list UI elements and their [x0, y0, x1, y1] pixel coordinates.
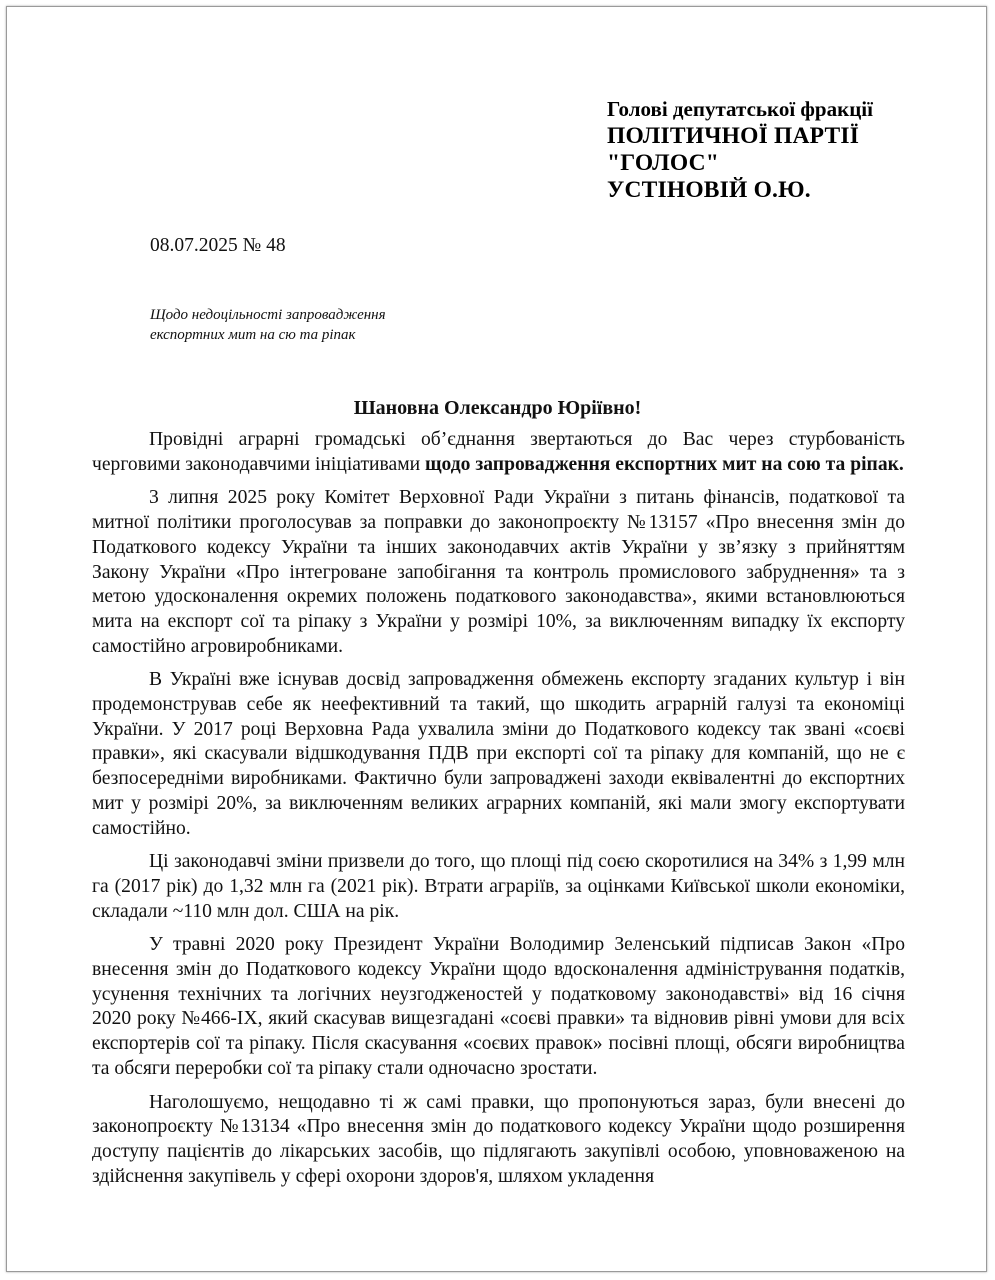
addressee-party: ПОЛІТИЧНОЇ ПАРТІЇ: [607, 123, 860, 149]
paragraph-5: У травні 2020 року Президент України Володимир Зеленський підписав Закон «Про внесення змін до Податкового кодексу України щодо вдосконалення адміністрування податків, усунення технічних та логічних неузгодженостей у податковому законодавстві» від 16 січня 2020 року №466-IX, який скасував вищезгадані «соєві правки» та відновив рівні умови для всіх експортерів сої та ріпаку. Після скасування «соєвих правок» посівні площі, обсяги виробництва та обсяги переробки сої та ріпаку стали одночасно зростати.: [92, 934, 905, 1079]
letter-reference: 08.07.2025 № 48: [150, 235, 286, 256]
paragraph-1-text: Провідні аграрні громадські об’єднання звертаються до Вас через стурбованість черговими законодавчими ініціативами: [92, 429, 905, 475]
addressee-party-name: "ГОЛОС": [607, 150, 720, 176]
letter-body: [92, 428, 905, 1198]
paragraph-3: В Україні вже існував досвід запровадження обмежень експорту згаданих культур і він продемонстрував себе як неефективний та такий, що шкодить аграрній галузі та економіці України. У 2017 році Верховна Рада ухвалила зміни до Податкового кодексу так звані «соєві правки», які скасували відшкодування ПДВ при експорті сої та ріпаку для компаній, що не є безпосередніми виробниками. Фактично були запроваджені заходи еквівалентні до експортних мит у розмірі 20%, за виключенням великих аграрних компаній, які мали змогу експортувати самостійно.: [92, 669, 905, 839]
addressee-block: [607, 96, 967, 204]
salutation: Шановна Олександро Юріївно!: [353, 397, 642, 419]
paragraph-2: 3 липня 2025 року Комітет Верховної Ради України з питань фінансів, податкової та митної політики проголосував за поправки до законопроєкту №13157 «Про внесення змін до Податкового кодексу України та інших законодавчих актів України у зв’язку з прийняттям Закону України «Про інтегроване запобігання та контроль промислового забруднення» та з метою удосконалення окремих положень податкового законодавства», якими встановлюються мита на експорт сої та ріпаку з України у розмірі 10%, за виключенням випадку їх експорту самостійно агровиробниками.: [92, 487, 905, 657]
paragraph-6: Наголошуємо, нещодавно ті ж самі правки, що пропонуються зараз, були внесені до законопроєкту №13134 «Про внесення змін до податкового кодексу України щодо розширення доступу пацієнтів до лікарських засобів, що підлягають закупівлі особою, уповноваженою на здійснення закупівель у сфері охорони здоров'я, шляхом укладення: [92, 1091, 905, 1187]
subject-line-2: експортних мит на сю та ріпак: [150, 327, 356, 343]
letter-subject: [150, 305, 386, 345]
addressee-name: УСТІНОВІЙ О.Ю.: [607, 177, 811, 203]
addressee-title: Голові депутатської фракції: [607, 97, 873, 121]
paragraph-4: Ці законодавчі зміни призвели до того, що площі під соєю скоротилися на 34% з 1,99 млн га (2017 рік) до 1,32 млн га (2021 рік). Втрати аграріїв, за оцінками Київської школи економіки, складали ~110 млн дол. США на рік.: [92, 851, 905, 922]
paragraph-1-emphasis: щодо запровадження експортних мит на сою та ріпак.: [425, 453, 904, 475]
paragraph-1: [92, 428, 905, 477]
subject-line-1: Щодо недоцільності запровадження: [150, 307, 386, 323]
